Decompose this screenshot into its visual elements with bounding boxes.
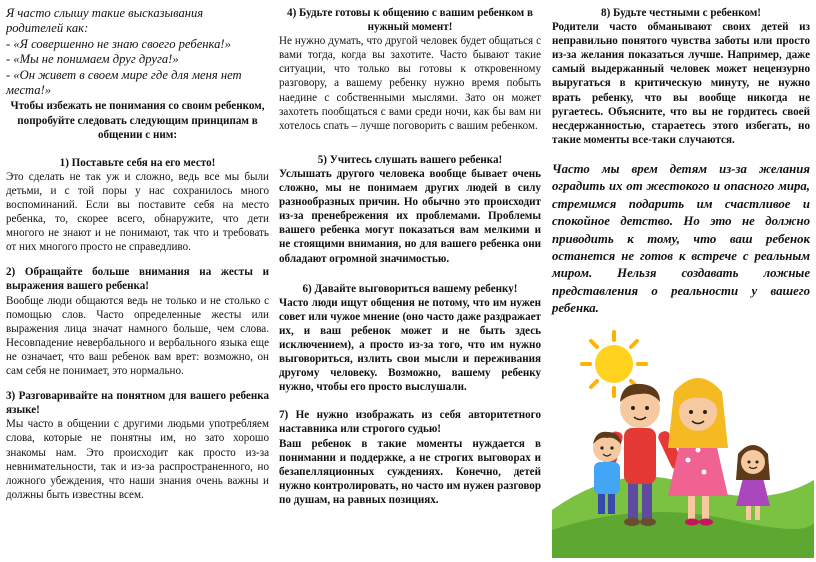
section-7-text: Ваш ребенок в такие моменты нуждается в понимании и поддержке, а не строгих выговорах и безапелляционных суждениях. Конечно, детей нужно контролировать, но часто им нужен разговор по душам, на равных позициях. [279,437,541,506]
section-4-text: Не нужно думать, что другой человек будет общаться с вами тогда, когда вы захотите. Часто бывают такие ситуации, что только вы готовы к откровенному разговору, а вашему ребенку нужно время побыть наедине с собственными мыслями. Зато он может захотеть пообщаться с вами среди ночи, как бы вам ни хотелось спать – лучше поговорить с вашим ребенком. [279,35,541,132]
intro-line: Я часто слышу такие высказывания [6,6,204,20]
section-8-text: Родители часто обманывают своих детей из неправильно понятого чувства заботы или просто из-за желания показаться лучше. Например, даже самый выдержанный человек может нецензурно выругаться в критическую минуту, не нужно врать ребенку, что вы вообще никогда не ругаетесь. Объясните, что вы не гордитесь своей несдержанностью, стараетесь этого избегать, но такие моменты все-таки случаются. [552,21,810,146]
section-7-title: 7) Не нужно изображать из себя авторитетного наставника или строгого судью! [279,409,541,436]
column-middle [279,6,541,507]
section-1-title: 1) Поставьте себя на его место! [59,156,216,169]
section-1-text: Это сделать не так уж и сложно, ведь все мы были детьми, и с той поры у нас сохранилось много воспоминаний. Если вы поставите себя на место ребенка, то, скорее всего, обнаружите, что дети многого не знают и не понимают, так что и требовать от них многого просто не справедливо. [6,170,269,254]
section-3-title: 3) Разговаривайте на понятном для вашего ребенка языке! [6,390,269,417]
section-5-text: Услышать другого человека вообще бывает очень сложно, мы не понимаем других людей в силу разнообразных причин. Но обычно это происходит из-за пренебрежения их проблемами. Проблемы вашего ребенка могут показаться вам мелкими и не стоящими внимания, но для вашего ребенка они обладают огромной значимостью. [279,167,541,265]
section-5-title: 5) Учитесь слушать вашего ребенка! [317,153,503,166]
section-6-text: Часто люди ищут общения не потому, что им нужен совет или чужое мнение (оно часто даже раздражает их, и ваш ребенок может и не быть здесь исключением), а просто из-за того, что им нужно выговориться, излить свои мысли и переживания другому человеку. Возможно, вашему ребенку нужно, чтобы его просто выслушали. [279,296,541,394]
closing-quote: Часто мы врем детям из-за желания оградить их от жестокого и опасного мира, стремимся подарить им счастливое и спокойное детство. Но это не должно приводить к тому, что ваш ребенок останется не готов к встрече с реальным миром. Нельзя создавать ложные представления о реальности у вашего ребенка. [552,161,810,316]
intro-line: места!» [6,83,52,98]
column-right [552,6,810,318]
section-8-title: 8) Будьте честными с ребенком! [601,7,761,19]
section-3-text: Мы часто в общении с другими людьми употребляем слова, которые не понятны им, но зато хорошо знакомы нам. Это происходит как просто из-за невнимательности, так и из-за распространенного, но ложного убеждения, что наши знания очень важны и должны быть известны всем. [6,418,269,501]
family-sun-illustration-icon [552,330,814,558]
section-4-title: 4) Будьте готовы к общению с вашим ребенком в нужный момент! [287,7,533,34]
intro-line: - «Я совершенно не знаю своего ребенка!» [6,36,231,51]
section-2-text: Вообще люди общаются ведь не только и не столько с помощью слов. Часто определенные жесты или выражения лица значат намного больше, чем слова. Несовпадение невербального и вербального языка еще не означает, что ваш ребенок вам врет: возможно, он сам себя не понимает, это нормально. [6,294,269,378]
column-left [6,6,269,502]
intro-line: - «Он живет в своем мире где для меня нет [6,67,242,82]
section-2-title: 2) Обращайте больше внимания на жесты и выражения вашего ребенка! [6,266,269,293]
section-6-title: 6) Давайте выговориться вашему ребенку! [302,282,518,295]
intro-line: родителей как: [6,21,89,36]
intro-line: - «Мы не понимаем друг друга!» [6,52,179,67]
lead-paragraph: Чтобы избежать не понимания со своим ребенком, попробуйте следовать следующим принципам в общении с ним: [10,100,265,141]
